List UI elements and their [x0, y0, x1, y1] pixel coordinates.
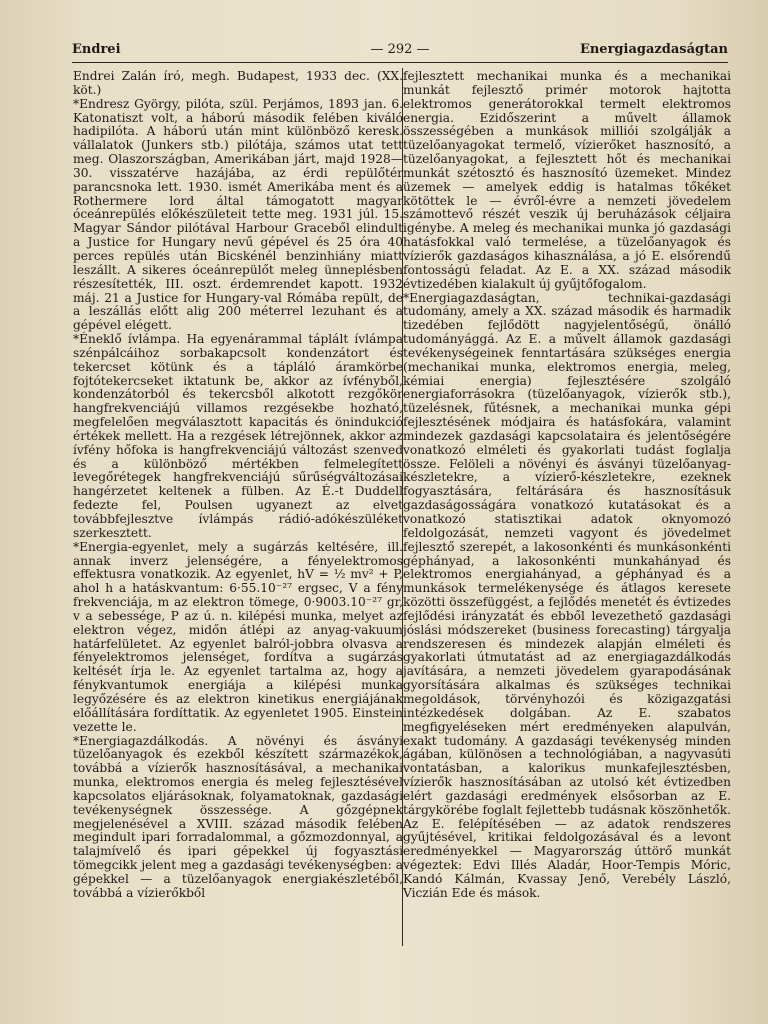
running-header	[72, 42, 728, 60]
entry-energiagazdalkodas-cont: fejlesztett mechanikai munka és a mechanikai munkát fejlesztő primér motorok hajtotta elektromos generátorokkal termelt elektromos energia. Ezidőszerint a művelt államok összességében a munkások milliói szolgálják a tüzelőanyagokat termelő, vízierőket hasznosító, a tüzelőanyagokat, a fejlesztett hőt és mechanikai munkát szétosztó és hasznosító üzemeket. Mindez üzemek — amelyek eddig is hatalmas tőkéket kötöttek le — évről-évre a nemzeti jövedelem számottevő részét veszik új beruházások céljaira igénybe. A meleg és mechanikai munka jó gazdasági hatásfokkal való termelése, a tüzelőanyagok és vízierők gazdaságos kihasználása, a jó E. elsőrendű fontosságú feladat. Az E. a XX. század második évtizedében kialakult új gyűjtőfogalom.	[403, 69, 731, 291]
entry-energiagazdalkodas: *Energiagazdálkodás. A növényi és ásványi tüzelőanyagok és ezekből készített származékok, továbbá a vízierők hasznosításával, a mechanikai munka, elektromos energia és meleg fejlesztésével kapcsolatos eljárásoknak, folyamatoknak, gazdasági tevékenységnek összessége. A gőzgépnek megjelenésével a XVIII. század második felében megindult ipari forradalommal, a gőzmozdonnyal, a talajmívelő és ipari gépekkel új fogyasztási tömegcikk jelent meg a gazdasági tevékenységben: a gépekkel — a tüzelőanyagok energiakészletéből, továbbá a vízierőkből	[73, 733, 403, 900]
entry-enekl-ivlampa: *Éneklő ívlámpa. Ha egyenárammal táplált ívlámpa szénpálcáihoz sorbakapcsolt kondenzátort és tekercset kötünk és a tápláló áramkörbe fojtótekercseket iktatunk be, akkor az ívfényből, kondenzátorból és tekercsből alkotott rezgőkör hangfrekvenciájú villamos rezgésekbe hozható, megfelelően megválasztott kapacitás és önindukció értékek mellett. Ha a rezgések létrejönnek, akkor az ívfény hőfoka is hangfrekvenciájú változást szenved és a különböző mértékben felmelegített levegőrétegek hangfrekvenciájú sűrűségváltozásai hangérzetet keltenek a fülben. Az É.-t Duddell fedezte fel, Poulsen ugyanezt az elvet továbbfejlesztve ívlámpás rádió-adókészüléket szerkesztett.	[73, 332, 403, 540]
header-rule	[72, 62, 728, 63]
entry-energiagazdasagtan: *Energiagazdaságtan, technikai-gazdasági tudomány, amely a XX. század második és harmadik tizedében fejlődött nagyjelentőségű, önálló tudományággá. Az E. a művelt államok gazdasági tevékenységeinek fenntartására szükséges energia (mechanikai munka, elektromos energia, meleg, kémiai energia) fejlesztésére szolgáló energiaforrásokra (tüzelőanyagok, vízierők stb.), tüzelésnek, fűtésnek, a mechanikai munka gépi fejlesztésének módjaira és hatásfokára, valamint mindezek gazdasági kapcsolataira és jelentőségére vonatkozó elméleti és gyakorlati tudást foglalja össze. Felöleli a növényi és ásványi tüzelőanyag-készletekre, a vízierő-készletekre, ezeknek fogyasztására, feltárására és hasznosításuk gazdaságosságára vonatkozó kutatásokat és a vonatkozó statisztikai adatok oknyomozó feldolgozását, nemzeti vagyont és jövedelmet fejlesztő szerepét, a lakosonkénti és munkásonkénti géphányad, a lakosonkénti munkahányad és elektromos energiahányad, a géphányad és a munkások termelékenysége és átlagos keresete közötti összefüggést, a fejlődés menetét és évtizedes fejlődési irányzatát és ebből levezethető gazdasági jóslási módszereket (business forecasting) tárgyalja rendszeresen és mindezek alapján elméleti és gyakorlati útmutatást ad az energiagazdálkodás javítására, a nemzeti jövedelem gyarapodásának gyorsítására alkalmas és szükséges technikai megoldások, törvényhozói és közigazgatási intézkedések dolgában. Az E. szabatos megfigyeléseken mért eredményeken alapulván, exakt tudomány. A gazdasági tevékenység minden ágában, különösen a technológiában, a nagyvasúti vontatásban, a kalorikus munkafejlesztésben, vízierők hasznosításában az utolsó két évtizedben elért gazdasági eredmények elsősorban az E. tárgykörébe foglalt fejlettebb tudásnak köszönhetők. Az E. felépítésében — az adatok rendszeres gyűjtésével, kritikai feldolgozásával és a levont eredményekkel — Magyarország úttörő munkát végeztek: Edvi Illés Aladár, Hoor-Tempis Móric, Kandó Kálmán, Kvassay Jenő, Verebély László, Viczián Ede és mások.	[403, 290, 731, 900]
entry-endresz-gyorgy: *Endresz György, pilóta, szül. Perjámos, 1893 jan. 6. Katonatiszt volt, a háború második felében kiváló hadipilóta. A háború után mint különböző keresk. vállalatok (Junkers stb.) pilótája, számos utat tett meg. Olaszországban, Amerikában járt, majd 1928—30. visszatérve hazájába, az érdi repülőtér parancsnoka lett. 1930. ismét Amerikába ment és a Rothermere lord által támogatott magyar óceánrepülés előkészületeit tette meg. 1931 júl. 15. Magyar Sándor pilótával Harbour Graceből elindult a Justice for Hungary nevű gépével és 25 óra 40 perces repülés után Bicskénél benzinhiány miatt leszállt. A sikeres óceánrepülőt meleg ünneplésben részesítették, III. oszt. érdemrendet kapott. 1932 máj. 21 a Justice for Hungary-val Rómába repült, de a leszállás előtt alig 200 méterrel lezuhant és a gépével elégett.	[73, 96, 403, 333]
header-left-word: Endrei	[72, 42, 121, 57]
header-right-word: Energiagazdaságtan	[579, 42, 728, 57]
right-column	[403, 70, 731, 901]
page-number: — 292 —	[370, 42, 430, 57]
left-column	[73, 70, 403, 901]
entry-endrei-zalan: Endrei Zalán író, megh. Budapest, 1933 dec. (XX. köt.)	[73, 69, 403, 97]
entry-energia-egyenlet: *Energia-egyenlet, mely a sugárzás keltésére, ill. annak inverz jelenségére, a fényelektromos effektusra vonatkozik. Az egyenlet, hV = ½ mv² + P, ahol h a hatáskvantum: 6·55.10⁻²⁷ ergsec, V a fény frekvenciája, m az elektron tömege, 0·9003.10⁻²⁷ gr, v a sebessége, P az ú. n. kilépési munka, melyet az elektron végez, midőn átlépi az anyag-vakuum határfelületet. Az egyenlet balról-jobbra olvasva a fényelektromos jelenséget, fordítva a sugárzás keltését írja le. Az egyenlet tartalma az, hogy a fénykvantumok energiája a kilépési munka legyőzésére és az elektron kinetikus energiájának előállítására fordíttatik. Az egyenletet 1905. Einstein vezette le.	[73, 539, 403, 734]
